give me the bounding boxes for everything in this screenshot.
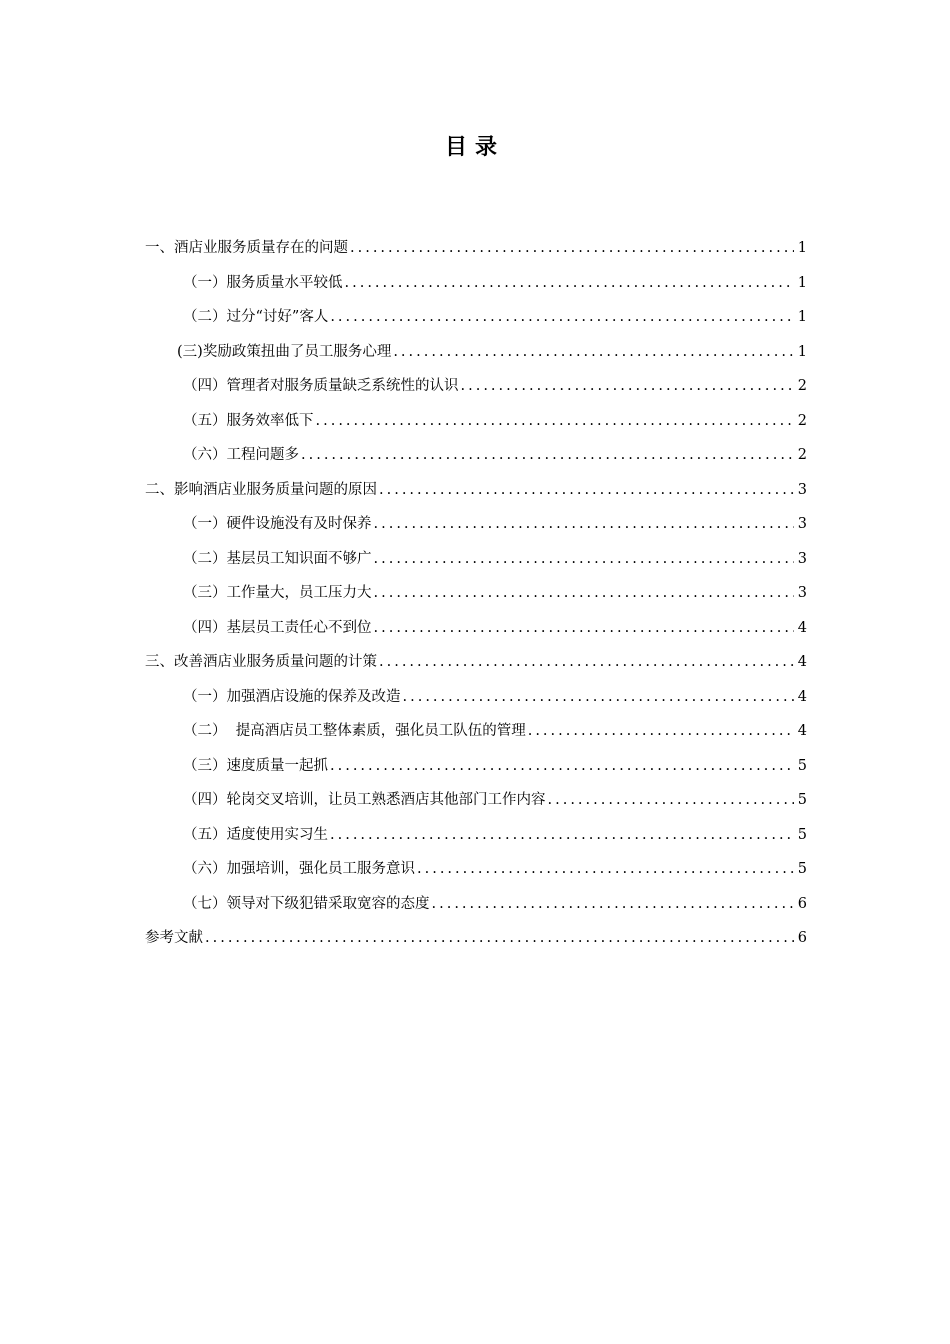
toc-dot-leader (528, 714, 794, 749)
toc-dot-leader (330, 300, 793, 335)
toc-page-number: 4 (797, 723, 807, 739)
toc-entry[interactable] (145, 266, 807, 301)
toc-entry-text: （七）领导对下级犯错采取宽容的态度 (183, 895, 430, 912)
toc-dot-leader (374, 611, 794, 646)
toc-dot-leader (374, 576, 794, 611)
toc-entry[interactable] (145, 507, 807, 542)
toc-entry[interactable] (145, 680, 807, 715)
toc-dot-leader (374, 542, 794, 577)
toc-page-number: 2 (797, 412, 807, 429)
toc-page-number: 2 (797, 378, 807, 394)
toc-page-number: 5 (797, 826, 807, 843)
toc-entry-text: （二） 提高酒店员工整体素质，强化员工队伍的管理 (183, 723, 526, 739)
toc-entry-text: （四）基层员工责任心不到位 (183, 619, 372, 636)
toc-entry[interactable] (145, 921, 807, 956)
toc-page-number: 1 (797, 274, 807, 291)
toc-page-number: 4 (797, 619, 807, 636)
toc-entry[interactable] (145, 231, 807, 266)
toc-entry[interactable] (145, 300, 807, 335)
toc-entry-text: （五）适度使用实习生 (183, 826, 328, 843)
toc-dot-leader (345, 266, 794, 301)
toc-dot-leader (205, 921, 794, 956)
toc-entry[interactable] (145, 335, 807, 370)
toc-page-number: 6 (797, 930, 807, 946)
toc-page-number: 3 (797, 481, 807, 498)
toc-entry-text: （六）加强培训，强化员工服务意识 (183, 861, 415, 877)
toc-entry-text: 参考文献 (145, 930, 203, 946)
toc-entry-text: （一）服务质量水平较低 (183, 274, 343, 291)
toc-dot-leader (316, 404, 794, 439)
toc-page-number: 5 (797, 861, 807, 877)
toc-page-number: 5 (797, 792, 807, 808)
toc-dot-leader (417, 852, 794, 887)
toc-entry-text: （六）工程问题多 (183, 447, 299, 463)
toc-page-number: 4 (797, 654, 807, 670)
toc-entry-text: （四）管理者对服务质量缺乏系统性的认识 (183, 378, 459, 394)
toc-page-number: 1 (797, 240, 807, 256)
toc-dot-leader (330, 749, 794, 784)
toc-dot-leader (403, 680, 794, 715)
toc-entry-text: （二）过分“讨好”客人 (183, 309, 329, 325)
toc-page-number: 1 (797, 343, 807, 360)
toc-dot-leader (461, 369, 794, 404)
toc-entry-text: 三、改善酒店业服务质量问题的计策 (145, 654, 377, 670)
toc-dot-leader (374, 507, 794, 542)
toc-entry[interactable] (145, 369, 807, 404)
toc-entry-text: (三)奖励政策扭曲了员工服务心理 (177, 343, 392, 360)
toc-page-number: 2 (797, 447, 807, 463)
toc-entry-text: （二）基层员工知识面不够广 (183, 550, 372, 567)
toc-entry[interactable] (145, 749, 807, 784)
toc-entry[interactable] (145, 404, 807, 439)
toc-entry-text: （一）加强酒店设施的保养及改造 (183, 688, 401, 705)
toc-entry[interactable] (145, 611, 807, 646)
toc-entry[interactable] (145, 887, 807, 922)
toc-entry[interactable] (145, 818, 807, 853)
toc-page-number: 3 (797, 550, 807, 567)
toc-dot-leader (301, 438, 794, 473)
table-of-contents (145, 231, 807, 956)
toc-entry[interactable] (145, 576, 807, 611)
toc-entry[interactable] (145, 852, 807, 887)
toc-page-number: 4 (797, 688, 807, 705)
toc-dot-leader (432, 887, 794, 922)
toc-title: 目录 (444, 135, 505, 160)
toc-entry-text: 二、影响酒店业服务质量问题的原因 (145, 481, 377, 498)
toc-page-number: 1 (797, 309, 807, 325)
toc-dot-leader (330, 818, 794, 853)
toc-entry[interactable] (145, 783, 807, 818)
toc-page-number: 3 (797, 516, 807, 532)
toc-dot-leader (379, 645, 794, 680)
toc-dot-leader (379, 473, 794, 508)
toc-entry[interactable] (145, 542, 807, 577)
toc-page-number: 5 (797, 757, 807, 774)
toc-entry[interactable] (145, 714, 807, 749)
toc-entry-text: （三）速度质量一起抓 (183, 757, 328, 774)
toc-entry-text: （三）工作量大，员工压力大 (183, 585, 372, 601)
toc-entry-text: 一、酒店业服务质量存在的问题 (145, 240, 348, 256)
toc-entry-text: （四）轮岗交叉培训，让员工熟悉酒店其他部门工作内容 (183, 792, 546, 808)
toc-page-number: 6 (797, 895, 807, 912)
toc-dot-leader (393, 335, 793, 370)
toc-page-number: 3 (797, 585, 807, 601)
toc-entry[interactable] (145, 438, 807, 473)
toc-entry-text: （五）服务效率低下 (183, 412, 314, 429)
toc-dot-leader (350, 231, 794, 266)
toc-entry[interactable] (145, 645, 807, 680)
toc-dot-leader (548, 783, 794, 818)
toc-entry[interactable] (145, 473, 807, 508)
toc-entry-text: （一）硬件设施没有及时保养 (183, 516, 372, 532)
